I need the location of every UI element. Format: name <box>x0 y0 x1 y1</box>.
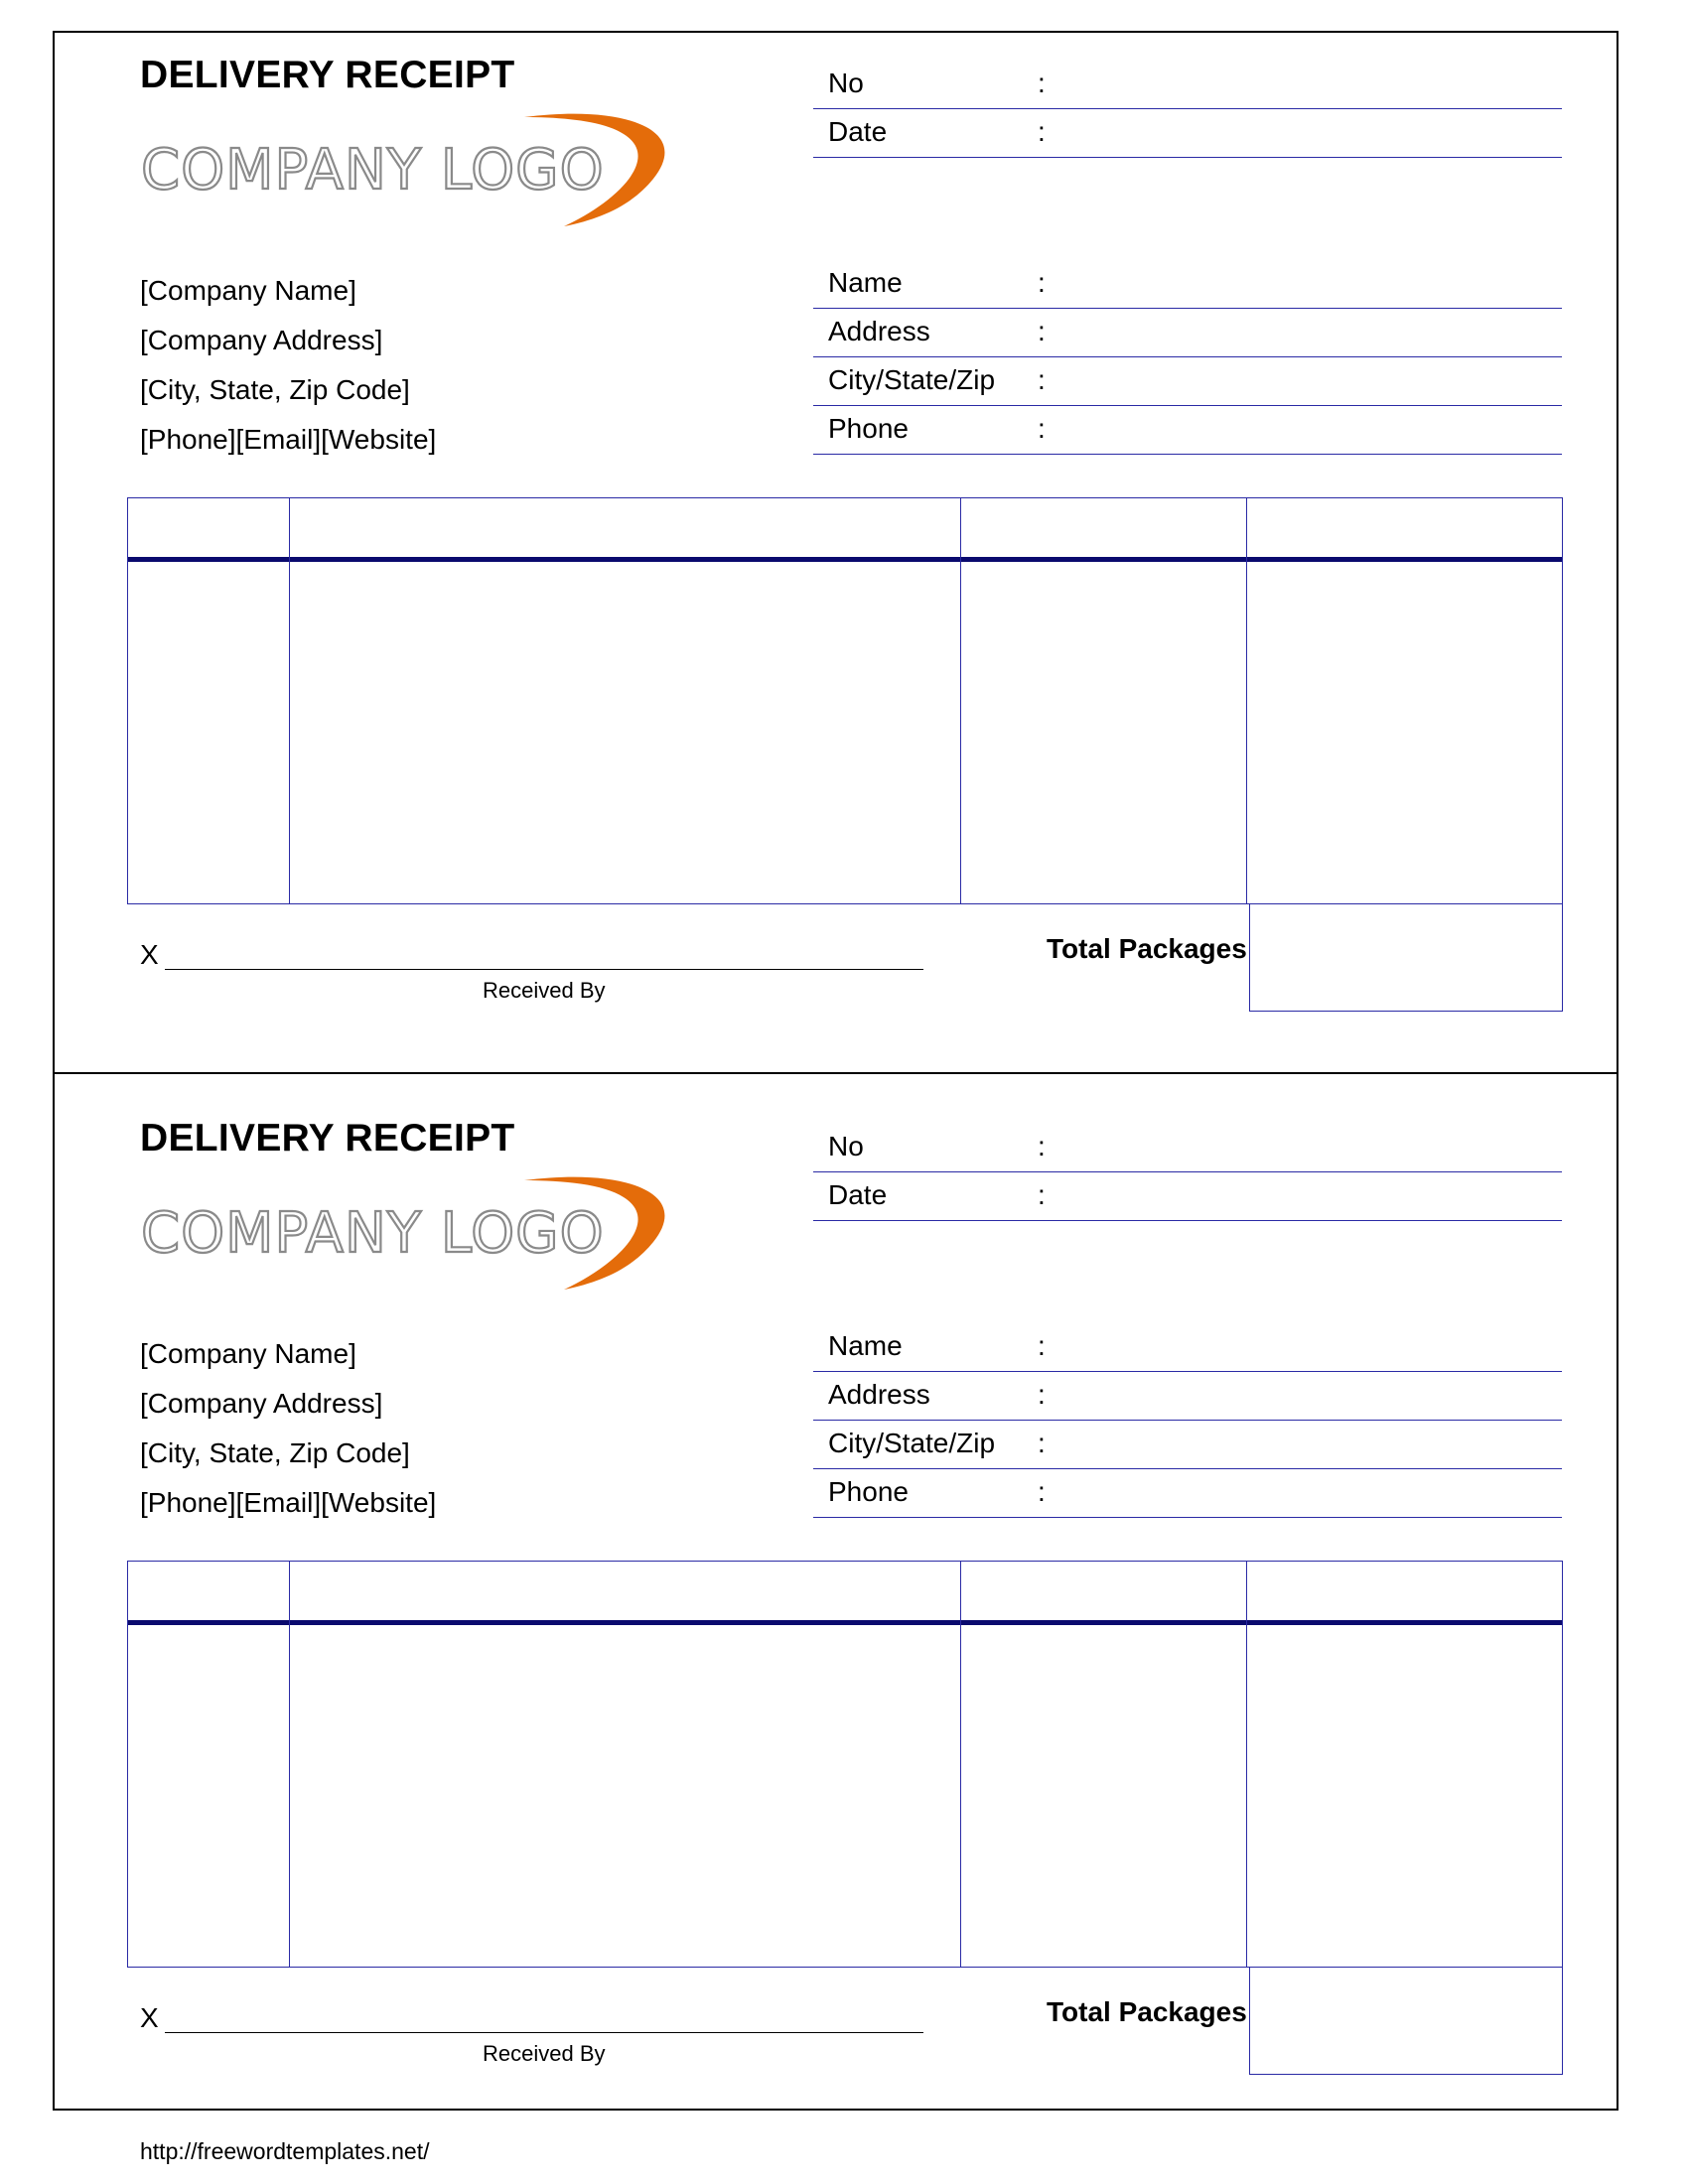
company-name: [Company Name] <box>140 1338 356 1369</box>
customer-name-field[interactable]: Name : <box>813 260 1562 309</box>
receipt-meta-fields <box>813 1124 1562 1221</box>
date-field[interactable]: Date : <box>813 109 1562 158</box>
company-city-state-zip: [City, State, Zip Code] <box>140 374 410 405</box>
customer-address-field[interactable]: Address : <box>813 309 1562 357</box>
customer-city-state-zip-field[interactable]: City/State/Zip : <box>813 357 1562 406</box>
column-divider <box>289 498 290 903</box>
column-divider <box>289 1562 290 1967</box>
customer-phone-field[interactable]: Phone : <box>813 406 1562 455</box>
received-by-label: Received By <box>483 2041 606 2066</box>
footer-link[interactable]: http://freewordtemplates.net/ <box>140 2138 430 2164</box>
company-name: [Company Name] <box>140 275 356 306</box>
customer-phone-field[interactable]: Phone : <box>813 1469 1562 1518</box>
date-label: Date <box>828 116 888 147</box>
no-field[interactable]: No : <box>813 1124 1562 1172</box>
date-field[interactable]: Date : <box>813 1172 1562 1221</box>
total-packages-label: Total Packages <box>1047 1996 1247 2027</box>
company-logo <box>137 109 693 233</box>
signature-line[interactable] <box>165 2032 923 2033</box>
company-address: [Company Address] <box>140 1388 383 1419</box>
table-header-rule <box>128 557 1562 562</box>
items-table[interactable] <box>127 1561 1563 1968</box>
no-field[interactable]: No : <box>813 61 1562 109</box>
received-by-label: Received By <box>483 978 606 1003</box>
receipt-meta-fields <box>813 61 1562 158</box>
no-label: No <box>828 68 864 98</box>
company-contact: [Phone][Email][Website] <box>140 424 437 455</box>
logo-text: COMPANY LOGO <box>141 138 605 203</box>
customer-name-field[interactable]: Name : <box>813 1323 1562 1372</box>
delivery-receipt-1 <box>0 0 1688 1062</box>
customer-fields <box>813 260 1562 455</box>
column-divider <box>1246 1562 1247 1967</box>
items-table[interactable] <box>127 497 1563 904</box>
table-header-rule <box>128 1620 1562 1625</box>
signature-x: X <box>140 2002 159 2033</box>
date-label: Date <box>828 1179 888 1210</box>
receipt-title: DELIVERY RECEIPT <box>140 1117 515 1160</box>
column-divider <box>960 498 961 903</box>
signature-x: X <box>140 939 159 970</box>
company-city-state-zip: [City, State, Zip Code] <box>140 1437 410 1468</box>
company-info <box>140 266 436 465</box>
company-info <box>140 1329 436 1528</box>
customer-city-state-zip-field[interactable]: City/State/Zip : <box>813 1421 1562 1469</box>
company-logo <box>137 1172 693 1297</box>
column-divider <box>1246 498 1247 903</box>
company-contact: [Phone][Email][Website] <box>140 1487 437 1518</box>
receipt-title: DELIVERY RECEIPT <box>140 54 515 96</box>
total-packages-label: Total Packages <box>1047 933 1247 964</box>
logo-text: COMPANY LOGO <box>141 1201 605 1266</box>
customer-fields <box>813 1323 1562 1518</box>
signature-line[interactable] <box>165 969 923 970</box>
delivery-receipt-2 <box>0 1063 1688 2125</box>
customer-address-field[interactable]: Address : <box>813 1372 1562 1421</box>
total-packages-box[interactable] <box>1249 1967 1563 2075</box>
column-divider <box>960 1562 961 1967</box>
company-address: [Company Address] <box>140 325 383 355</box>
total-packages-box[interactable] <box>1249 903 1563 1012</box>
no-label: No <box>828 1131 864 1161</box>
